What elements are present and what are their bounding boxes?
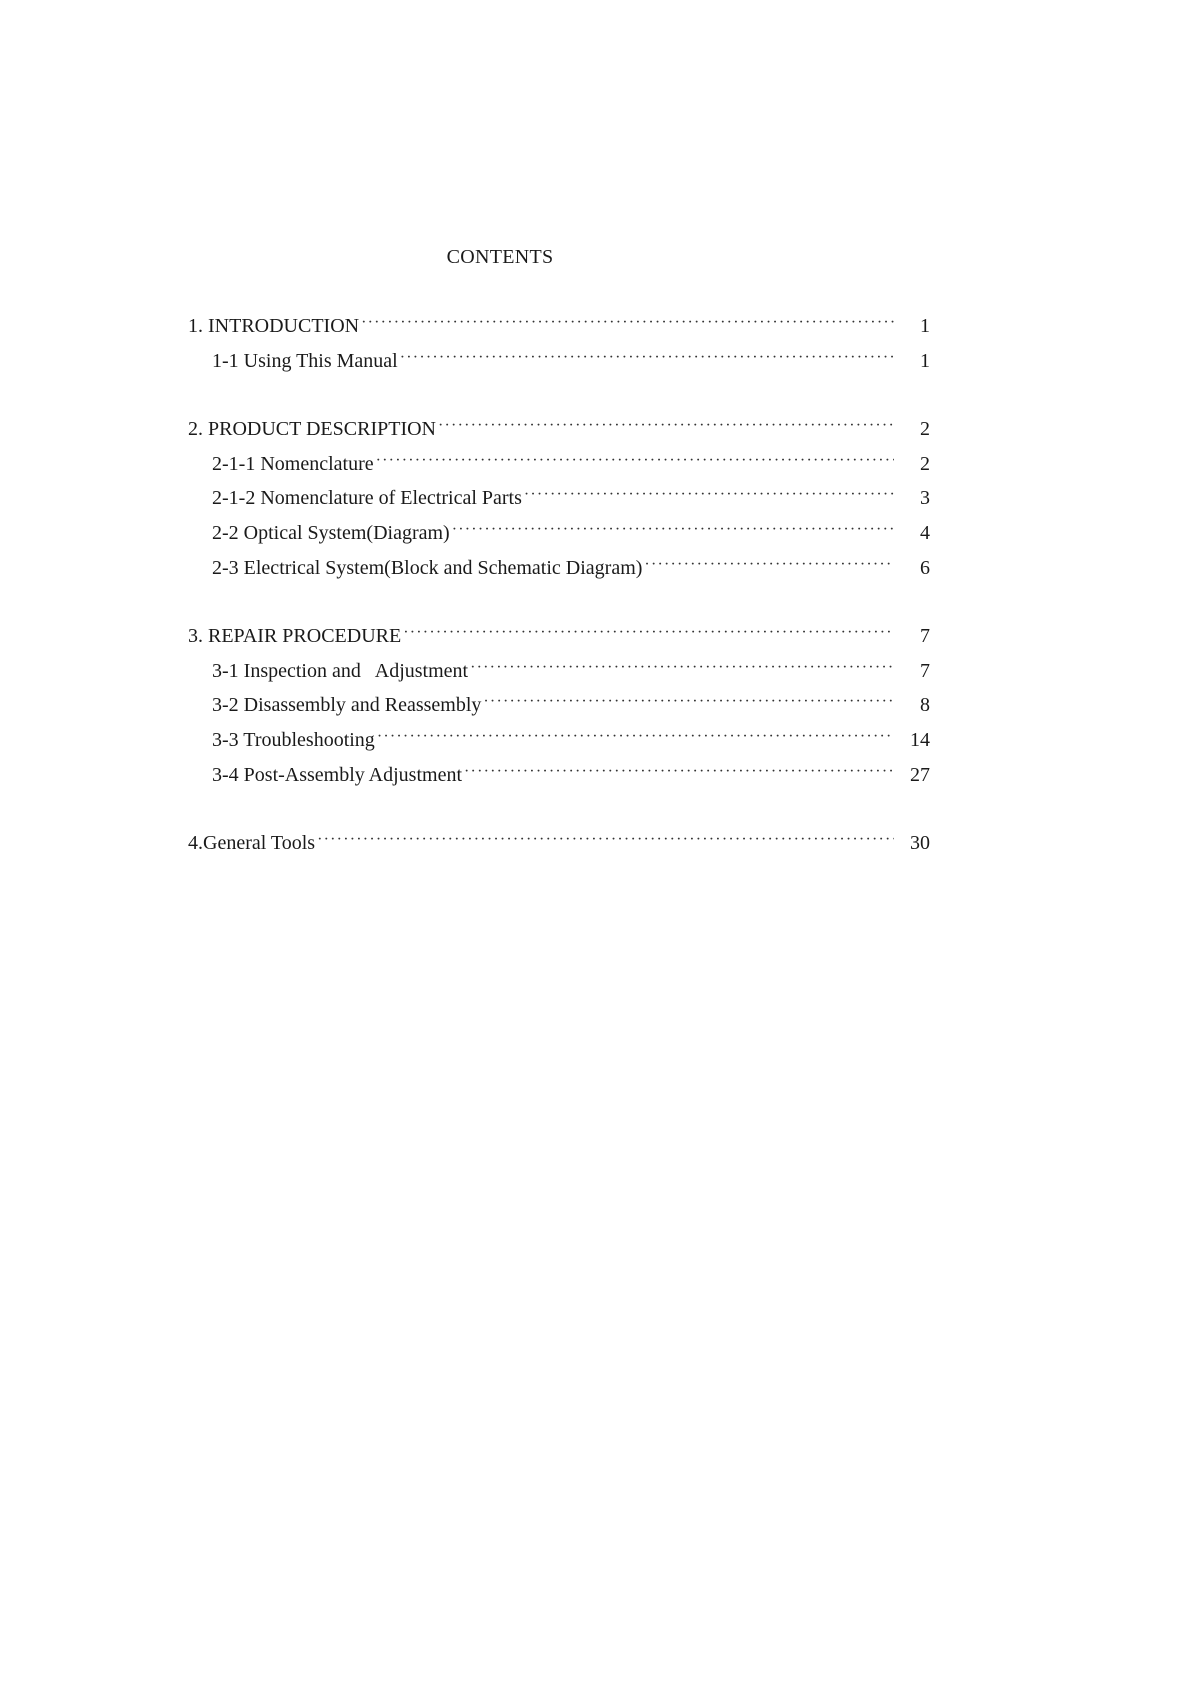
toc-page-number: 2 xyxy=(920,452,930,475)
toc-entry[interactable] xyxy=(188,413,930,448)
dot-leader xyxy=(400,345,894,367)
toc-item-title: 3-1 Inspection and Adjustment xyxy=(212,659,469,682)
toc-item-title: 2-3 Electrical System(Block and Schematic Diagram) xyxy=(212,556,643,579)
toc-page-number: 30 xyxy=(910,832,930,855)
toc-item-title: 3-3 Troubleshooting xyxy=(212,728,375,751)
toc-entry[interactable] xyxy=(188,655,930,690)
toc-entry[interactable] xyxy=(188,552,930,587)
toc-page-number: 7 xyxy=(920,625,930,648)
dot-leader xyxy=(361,310,894,332)
toc-entry[interactable] xyxy=(188,517,930,552)
toc-item-title: 2-1-1 Nomenclature xyxy=(212,452,374,475)
toc-entry[interactable] xyxy=(188,310,930,345)
page-title: CONTENTS xyxy=(446,246,554,268)
dot-leader xyxy=(403,620,894,642)
toc-section-title: 2. PRODUCT DESCRIPTION xyxy=(188,418,436,441)
toc-section-introduction xyxy=(188,310,930,379)
toc-page-number: 8 xyxy=(920,694,930,717)
dot-leader xyxy=(438,413,894,435)
dot-leader xyxy=(464,759,894,781)
toc-page-number: 4 xyxy=(920,521,930,544)
toc-section-repair-procedure xyxy=(188,620,930,793)
toc-page-number: 14 xyxy=(910,728,930,751)
toc-section-title: 4.General Tools xyxy=(188,832,316,855)
toc-section-product-description xyxy=(188,413,930,586)
dot-leader xyxy=(470,655,894,677)
toc-entry[interactable] xyxy=(188,689,930,724)
toc-item-title: 3-4 Post-Assembly Adjustment xyxy=(212,763,463,786)
toc-page-number: 27 xyxy=(910,763,930,786)
toc-entry[interactable] xyxy=(188,827,930,862)
toc-page-number: 3 xyxy=(920,487,930,510)
toc-page-number: 1 xyxy=(920,349,930,372)
toc-item-title: 3-2 Disassembly and Reassembly xyxy=(212,694,482,717)
dot-leader xyxy=(317,827,894,849)
toc-section-title: 1. INTRODUCTION xyxy=(188,315,360,337)
dot-leader xyxy=(376,448,894,470)
dot-leader xyxy=(483,689,894,711)
toc-item-title: 2-2 Optical System(Diagram) xyxy=(212,521,450,544)
dot-leader xyxy=(377,724,894,746)
toc-entry[interactable] xyxy=(188,759,930,794)
toc-section-title: 3. REPAIR PROCEDURE xyxy=(188,625,402,648)
toc-entry[interactable] xyxy=(188,345,930,380)
table-of-contents xyxy=(188,310,930,862)
toc-item-title: 1-1 Using This Manual xyxy=(212,349,398,372)
dot-leader xyxy=(524,482,894,504)
toc-page-number: 7 xyxy=(920,659,930,682)
toc-entry[interactable] xyxy=(188,448,930,483)
toc-page-number: 6 xyxy=(920,556,930,579)
toc-page-number: 2 xyxy=(920,418,930,441)
toc-section-general-tools xyxy=(188,827,930,862)
dot-leader xyxy=(644,552,894,574)
toc-item-title: 2-1-2 Nomenclature of Electrical Parts xyxy=(212,487,522,510)
toc-entry[interactable] xyxy=(188,724,930,759)
toc-entry[interactable] xyxy=(188,482,930,517)
toc-page-number: 1 xyxy=(920,315,930,337)
toc-entry[interactable] xyxy=(188,620,930,655)
dot-leader xyxy=(452,517,894,539)
